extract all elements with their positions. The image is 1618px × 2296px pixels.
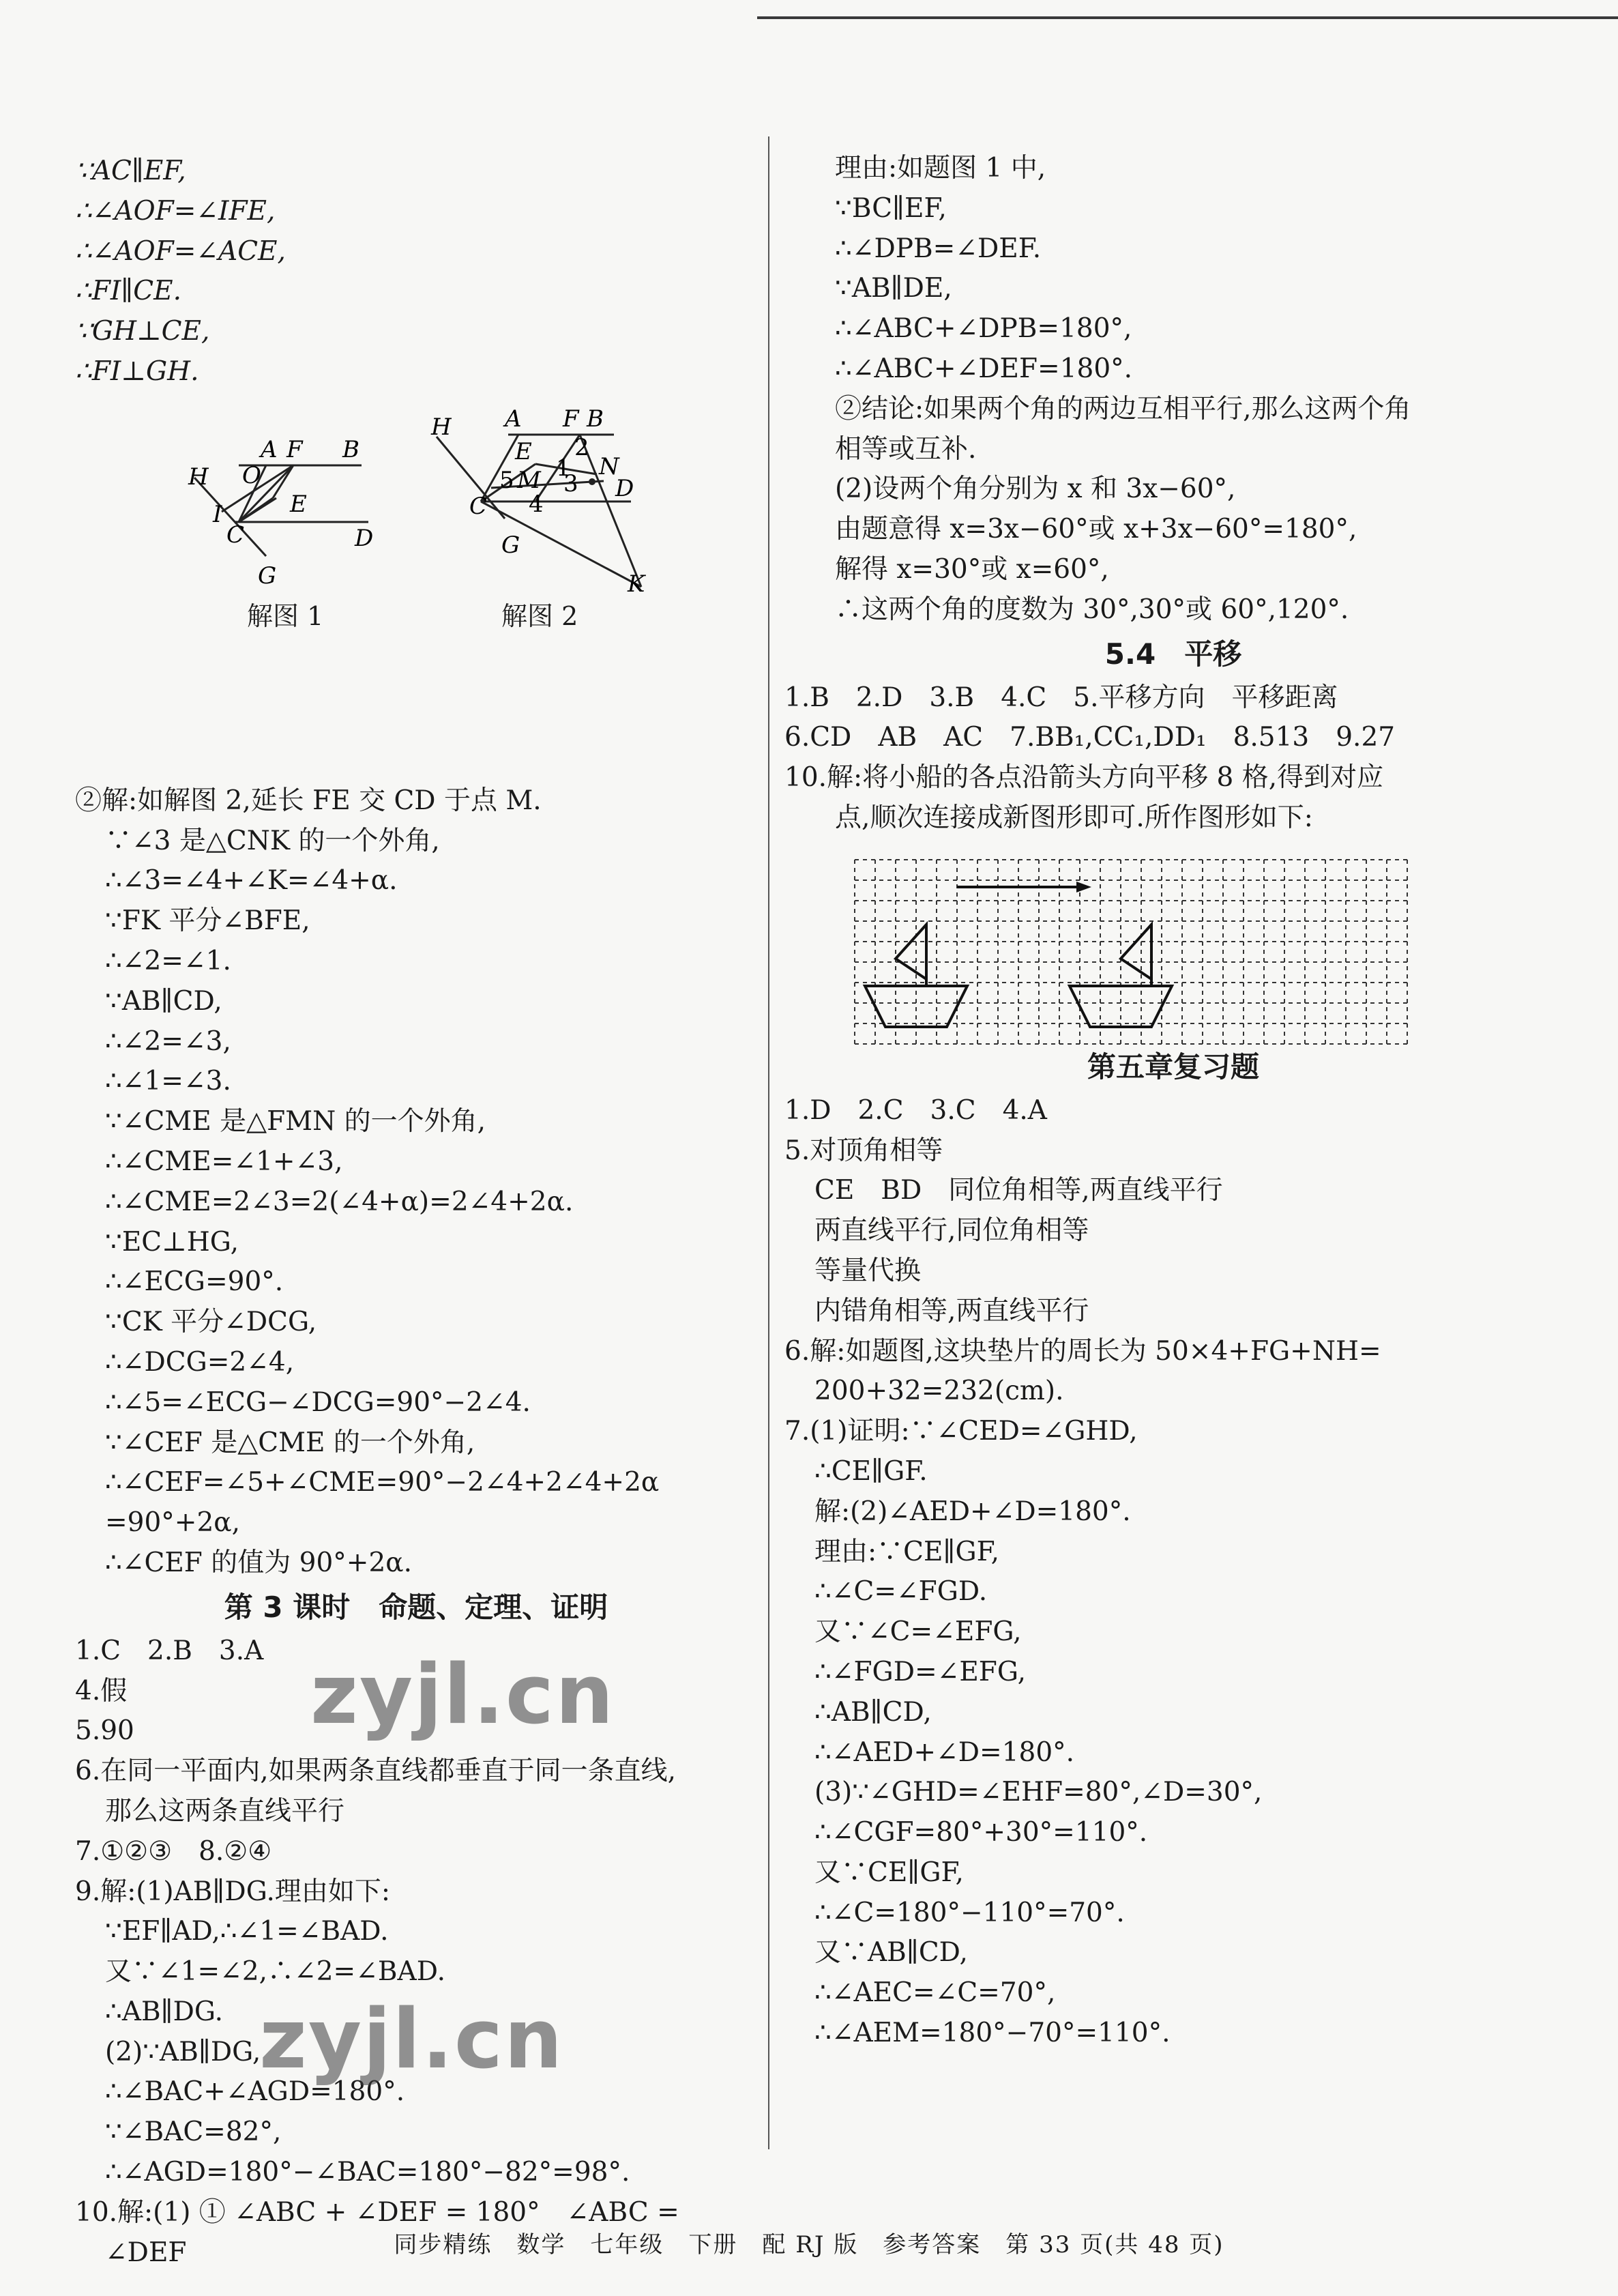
- text-line: ∴∠CEF=∠5+∠CME=90°−2∠4+2∠4+2α: [105, 1467, 660, 1498]
- text-line: 又∵AB∥CD,: [814, 1937, 968, 1968]
- text-line: 相等或互补.: [835, 433, 977, 465]
- text-line: ∴∠AED+∠D=180°.: [814, 1736, 1075, 1768]
- boat-translation-grid: [844, 849, 1417, 1054]
- text-line: ∵EF∥AD,∴∠1=∠BAD.: [105, 1916, 389, 1947]
- text-line: 5.90: [75, 1715, 134, 1747]
- text-line: 1.B 2.D 3.B 4.C 5.平移方向 平移距离: [784, 682, 1338, 713]
- text-line: (3)∵∠GHD=∠EHF=80°,∠D=30°,: [814, 1777, 1263, 1808]
- fig2-label-e: E: [515, 438, 532, 465]
- fig1-label-g: G: [258, 562, 277, 590]
- watermark: zyjl.cn: [310, 1648, 615, 1743]
- text-line: =90°+2α,: [105, 1507, 241, 1539]
- text-line: 两直线平行,同位角相等: [814, 1215, 1089, 1247]
- text-line: (2)∵AB∥DG,: [105, 2036, 261, 2067]
- text-line: 理由:如题图 1 中,: [835, 153, 1046, 184]
- translation-arrow: [957, 882, 1091, 892]
- text-line: ∴∠AGD=180°−∠BAC=180°−82°=98°.: [105, 2157, 630, 2188]
- fig2-label-b: B: [587, 405, 604, 433]
- section-heading: 第 3 课时 命题、定理、证明: [224, 1590, 608, 1624]
- text-line: 1.C 2.B 3.A: [75, 1635, 264, 1666]
- text-line: ∴∠CME=2∠3=2(∠4+α)=2∠4+2α.: [105, 1186, 574, 1217]
- text-line: ∴∠AOF=∠ACE,: [75, 235, 286, 267]
- text-line: ②结论:如果两个角的两边互相平行,那么这两个角: [835, 393, 1411, 424]
- text-line: ∴∠DPB=∠DEF.: [835, 233, 1042, 264]
- fig2-label-5: 5: [499, 467, 514, 494]
- text-line: 7.(1)证明:∵∠CED=∠GHD,: [784, 1416, 1138, 1447]
- figure-space: [75, 392, 757, 781]
- text-line: 解:(2)∠AED+∠D=180°.: [814, 1496, 1131, 1527]
- text-line: ∴FI∥CE.: [75, 276, 181, 307]
- text-line: 内错角相等,两直线平行: [814, 1295, 1089, 1326]
- text-line: ∴∠AEC=∠C=70°,: [814, 1977, 1056, 2009]
- fig2-label-g: G: [501, 532, 520, 559]
- text-line: ∴∠2=∠3,: [105, 1026, 231, 1057]
- page-footer: 同步精练 数学 七年级 下册 配 RJ 版 参考答案 第 33 页(共 48 页): [394, 2231, 1224, 2258]
- text-line: ∵EC⊥HG,: [105, 1226, 239, 1258]
- fig1-label-i: I: [213, 501, 222, 528]
- text-line: ∴∠AOF=∠IFE,: [75, 195, 276, 227]
- fig1-label-f: F: [286, 436, 303, 463]
- right-lines-b: [784, 678, 1562, 839]
- figure-1-caption: 解图 1: [247, 601, 324, 631]
- text-line: ∵AB∥DE,: [835, 273, 952, 304]
- text-line: ∴∠5=∠ECG−∠DCG=90°−2∠4.: [105, 1386, 531, 1418]
- text-line: ∴∠C=∠FGD.: [814, 1576, 988, 1608]
- right-column: [784, 149, 1562, 2054]
- text-line: 10.解:(1) ① ∠ABC + ∠DEF = 180° ∠ABC =: [75, 2196, 679, 2228]
- text-line: 又∵∠1=∠2,∴∠2=∠BAD.: [105, 1956, 446, 1988]
- fig2-label-3: 3: [563, 470, 578, 497]
- column-divider: [768, 136, 769, 2149]
- text-line: 6.在同一平面内,如果两条直线都垂直于同一条直线,: [75, 1756, 677, 1787]
- text-line: ∵∠CEF 是△CME 的一个外角,: [105, 1427, 475, 1458]
- top-rule: [757, 16, 1618, 19]
- fig2-label-4: 4: [529, 491, 544, 518]
- fig1-label-a: A: [261, 436, 278, 463]
- text-line: 200+32=232(cm).: [814, 1376, 1064, 1407]
- fig2-label-k: K: [628, 570, 645, 597]
- section-heading: 5.4 平移: [1104, 637, 1242, 671]
- fig1-label-d: D: [355, 525, 374, 552]
- text-line: ∴CE∥GF.: [814, 1455, 928, 1487]
- text-line: ∴这两个角的度数为 30°,30°或 60°,120°.: [835, 594, 1349, 625]
- text-line: ∴∠CEF 的值为 90°+2α.: [105, 1547, 413, 1578]
- text-line: ∴∠2=∠1.: [105, 945, 231, 976]
- fig1-label-e: E: [290, 491, 307, 518]
- fig2-label-c: C: [469, 493, 488, 520]
- watermark: zyjl.cn: [259, 1992, 564, 2087]
- text-line: 4.假: [75, 1675, 128, 1706]
- fig2-label-n: N: [599, 453, 619, 480]
- text-line: 7.①②③ 8.②④: [75, 1835, 272, 1867]
- text-line: 又∵CE∥GF,: [814, 1857, 964, 1888]
- text-line: 由题意得 x=3x−60°或 x+3x−60°=180°,: [835, 514, 1357, 545]
- text-line: ∵AB∥CD,: [105, 985, 222, 1017]
- fig1-label-h: H: [188, 463, 209, 491]
- text-line: ∵∠CME 是△FMN 的一个外角,: [105, 1106, 486, 1137]
- text-line: ∵CK 平分∠DCG,: [105, 1307, 317, 1338]
- fig2-label-h: H: [431, 413, 452, 441]
- text-line: ∴∠ABC+∠DEF=180°.: [835, 353, 1133, 384]
- text-line: 5.对顶角相等: [784, 1135, 943, 1166]
- section-heading: 第五章复习题: [1087, 1049, 1259, 1084]
- text-line: ∴∠DCG=2∠4,: [105, 1346, 295, 1378]
- text-line: ∵∠BAC=82°,: [105, 2117, 282, 2148]
- text-line: 解得 x=30°或 x=60°,: [835, 553, 1109, 585]
- fig2-label-1: 1: [556, 454, 571, 482]
- figure-2-caption: 解图 2: [501, 601, 578, 631]
- text-line: ∵AC∥EF,: [75, 156, 186, 186]
- text-line: ∴∠AEM=180°−70°=110°.: [814, 2018, 1171, 2049]
- fig2-label-d: D: [615, 475, 634, 502]
- text-line: 那么这两条直线平行: [105, 1795, 345, 1827]
- fig1-label-o: O: [242, 462, 261, 489]
- text-line: ∠DEF: [105, 2237, 187, 2268]
- figure-2: [423, 399, 648, 597]
- text-line: 1.D 2.C 3.C 4.A: [784, 1094, 1047, 1126]
- right-lines-c: [784, 1091, 1562, 2054]
- fig2-label-m: M: [517, 467, 541, 494]
- left-lines-b: [75, 781, 757, 1584]
- text-line: 10.解:将小船的各点沿箭头方向平移 8 格,得到对应: [784, 762, 1384, 794]
- left-column: [75, 151, 757, 2273]
- text-line: ∴∠ABC+∠DPB=180°,: [835, 313, 1132, 345]
- text-line: ∴∠ECG=90°.: [105, 1266, 284, 1298]
- text-line: ∴∠C=180°−110°=70°.: [814, 1897, 1125, 1928]
- text-line: ∴AB∥CD,: [814, 1696, 932, 1728]
- text-line: ∵FK 平分∠BFE,: [105, 905, 310, 937]
- text-line: ∴∠CME=∠1+∠3,: [105, 1146, 343, 1177]
- left-lines-a: [75, 151, 757, 392]
- fig2-label-f: F: [563, 405, 579, 433]
- text-line: ∵∠3 是△CNK 的一个外角,: [105, 825, 440, 856]
- text-line: 又∵∠C=∠EFG,: [814, 1616, 1022, 1648]
- text-line: 6.CD AB AC 7.BB₁,CC₁,DD₁ 8.513 9.27: [784, 722, 1396, 753]
- fig2-label-2: 2: [574, 434, 589, 461]
- figure-1: [184, 430, 402, 594]
- text-line: ∴∠FGD=∠EFG,: [814, 1656, 1027, 1687]
- text-line: 理由:∵CE∥GF,: [814, 1536, 1000, 1567]
- text-line: ∴∠CGF=80°+30°=110°.: [814, 1817, 1148, 1848]
- text-line: 等量代换: [814, 1255, 922, 1286]
- text-line: ∴FI⊥GH.: [75, 355, 199, 387]
- text-line: ∵GH⊥CE,: [75, 316, 210, 347]
- fig1-label-b: B: [342, 436, 359, 463]
- text-line: ∴∠1=∠3.: [105, 1066, 231, 1097]
- right-lines-a: [784, 149, 1562, 630]
- text-line: ②解:如解图 2,延长 FE 交 CD 于点 M.: [75, 785, 542, 816]
- text-line: 点,顺次连接成新图形即可.所作图形如下:: [835, 802, 1313, 833]
- text-line: ∵BC∥EF,: [835, 192, 947, 224]
- text-line: ∴∠BAC+∠AGD=180°.: [105, 2076, 405, 2108]
- text-line: 9.解:(1)AB∥DG.理由如下:: [75, 1876, 391, 1907]
- text-line: (2)设两个角分别为 x 和 3x−60°,: [835, 474, 1236, 505]
- fig1-label-c: C: [226, 521, 245, 549]
- text-line: CE BD 同位角相等,两直线平行: [814, 1175, 1223, 1206]
- text-line: ∴AB∥DG.: [105, 1996, 224, 2027]
- text-line: 6.解:如题图,这块垫片的周长为 50×4+FG+NH=: [784, 1335, 1381, 1367]
- point-n-dot: [589, 478, 595, 485]
- fig2-label-a: A: [505, 405, 522, 433]
- text-line: ∴∠3=∠4+∠K=∠4+α.: [105, 865, 398, 897]
